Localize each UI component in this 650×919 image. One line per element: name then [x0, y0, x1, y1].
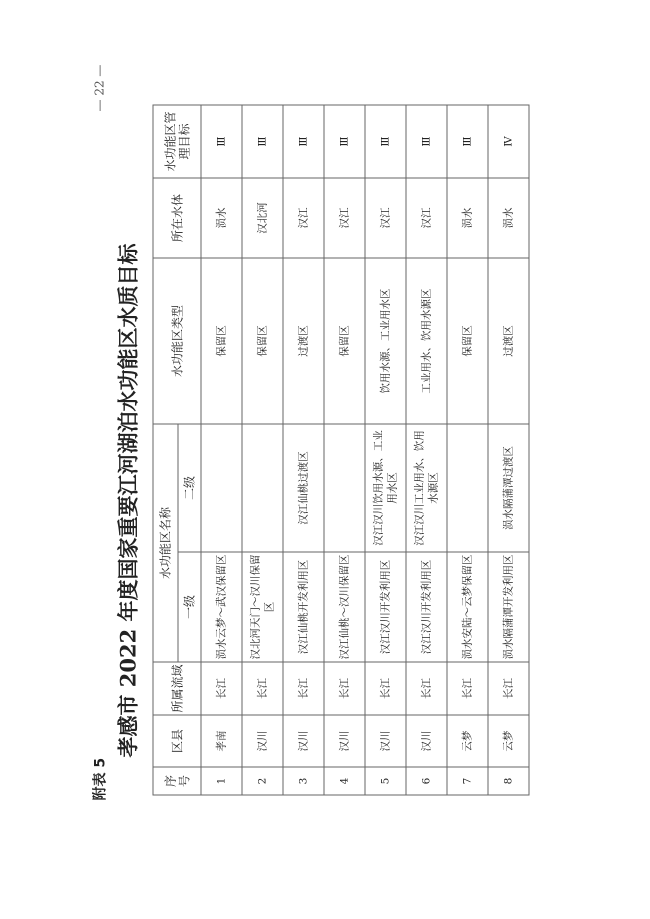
row-level1-name: 涢水隔蒲潭开发利用区 — [488, 552, 529, 662]
row-county: 云梦 — [447, 715, 488, 767]
table-row — [447, 104, 488, 794]
row-zone-type: 保留区 — [324, 257, 365, 423]
row-water-body: 涢水 — [201, 177, 242, 257]
row-level2-name — [242, 423, 283, 551]
row-basin: 长江 — [283, 662, 324, 715]
row-zone-type: 饮用水源、工业用水区 — [365, 257, 406, 423]
row-level2-name: 涢水隔蒲潭过渡区 — [488, 423, 529, 551]
row-water-body: 涢水 — [488, 177, 529, 257]
row-county: 汉川 — [242, 715, 283, 767]
water-quality-table — [152, 104, 529, 795]
row-county: 云梦 — [488, 715, 529, 767]
row-target: Ⅲ — [406, 104, 447, 177]
row-water-body: 汉江 — [365, 177, 406, 257]
row-basin: 长江 — [447, 662, 488, 715]
row-target: Ⅲ — [447, 104, 488, 177]
table-row — [201, 104, 242, 794]
row-no: 1 — [201, 767, 242, 795]
row-county: 汉川 — [406, 715, 447, 767]
header-water-body: 所在水体 — [153, 177, 201, 257]
table-row — [324, 104, 365, 794]
row-level2-name: 汉江汉川工业用水、饮用水源区 — [406, 423, 447, 551]
row-zone-type: 保留区 — [201, 257, 242, 423]
row-county: 汉川 — [283, 715, 324, 767]
row-county: 孝南 — [201, 715, 242, 767]
row-level1-name: 汉北河天门～汉川保留区 — [242, 552, 283, 662]
row-level2-name: 汉江汉川饮用水源、工业用水区 — [365, 423, 406, 551]
row-county: 汉川 — [324, 715, 365, 767]
header-basin: 所属流域 — [153, 662, 201, 715]
row-water-body: 汉江 — [283, 177, 324, 257]
table-row — [406, 104, 447, 794]
row-target: Ⅲ — [201, 104, 242, 177]
row-no: 5 — [365, 767, 406, 795]
header-level2: 二级 — [178, 423, 201, 551]
header-zone-name: 水功能区名称 — [153, 423, 178, 661]
row-level1-name: 汉江汉川开发利用区 — [406, 552, 447, 662]
row-basin: 长江 — [242, 662, 283, 715]
header-county: 区县 — [153, 715, 201, 767]
row-target: Ⅲ — [283, 104, 324, 177]
page-number: — 22 — — [92, 64, 106, 111]
header-no: 序号 — [153, 767, 201, 795]
row-water-body: 涢水 — [447, 177, 488, 257]
row-no: 4 — [324, 767, 365, 795]
row-no: 6 — [406, 767, 447, 795]
header-zone-type: 水功能区类型 — [153, 257, 201, 423]
row-county: 汉川 — [365, 715, 406, 767]
row-target: Ⅲ — [242, 104, 283, 177]
table-row — [242, 104, 283, 794]
row-basin: 长江 — [324, 662, 365, 715]
table-row — [365, 104, 406, 794]
row-zone-type: 工业用水、饮用水源区 — [406, 257, 447, 423]
page-title: 孝感市 2022 年度国家重要江河湖泊水功能区水质目标 — [115, 242, 140, 758]
row-zone-type: 过渡区 — [488, 257, 529, 423]
row-basin: 长江 — [201, 662, 242, 715]
row-level1-name: 汉江汉川开发利用区 — [365, 552, 406, 662]
row-level2-name: 汉江仙桃过渡区 — [283, 423, 324, 551]
row-basin: 长江 — [365, 662, 406, 715]
row-zone-type: 保留区 — [242, 257, 283, 423]
row-level1-name: 涢水云梦～武汉保留区 — [201, 552, 242, 662]
row-basin: 长江 — [406, 662, 447, 715]
row-no: 3 — [283, 767, 324, 795]
attachment-label: 附表 5 — [92, 757, 108, 800]
row-level2-name — [201, 423, 242, 551]
row-no: 7 — [447, 767, 488, 795]
row-target: Ⅲ — [365, 104, 406, 177]
row-level2-name — [324, 423, 365, 551]
row-no: 8 — [488, 767, 529, 795]
row-water-body: 汉江 — [406, 177, 447, 257]
header-target: 水功能区管理目标 — [153, 104, 201, 177]
row-level2-name — [447, 423, 488, 551]
row-water-body: 汉北河 — [242, 177, 283, 257]
row-no: 2 — [242, 767, 283, 795]
table-row — [283, 104, 324, 794]
row-water-body: 汉江 — [324, 177, 365, 257]
header-level1: 一级 — [178, 552, 201, 662]
row-target: Ⅲ — [324, 104, 365, 177]
row-level1-name: 汉江仙桃开发利用区 — [283, 552, 324, 662]
row-level1-name: 涢水安陆～云梦保留区 — [447, 552, 488, 662]
row-zone-type: 过渡区 — [283, 257, 324, 423]
row-target: Ⅳ — [488, 104, 529, 177]
row-zone-type: 保留区 — [447, 257, 488, 423]
row-level1-name: 汉江仙桃～汉川保留区 — [324, 552, 365, 662]
row-basin: 长江 — [488, 662, 529, 715]
table-row — [488, 104, 529, 794]
